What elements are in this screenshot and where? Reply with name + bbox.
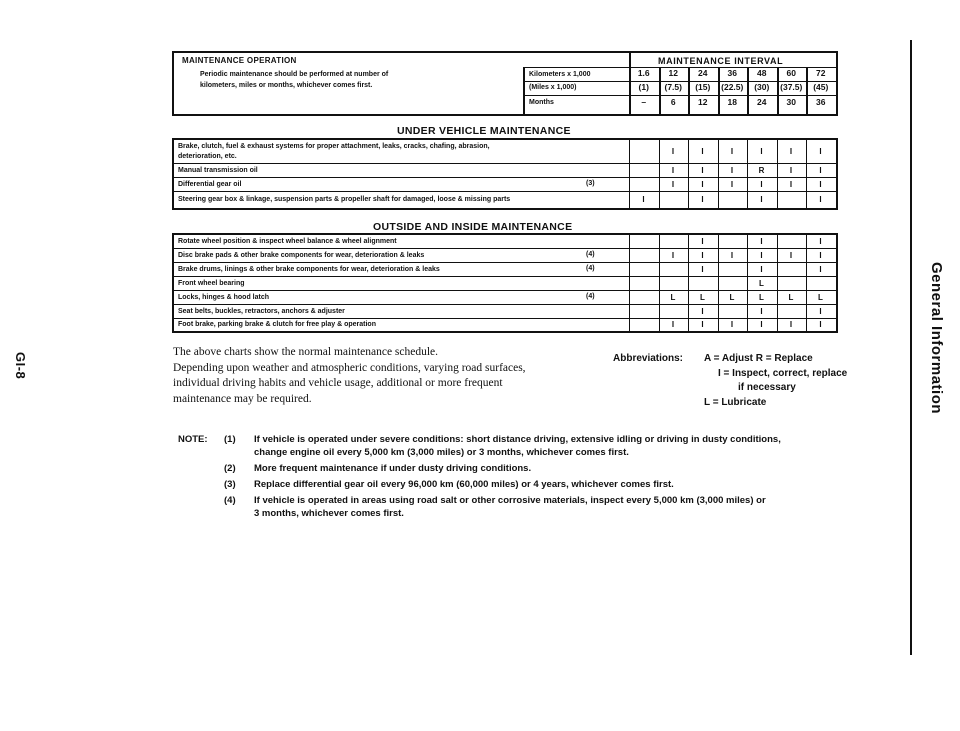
maintenance-interval-title: MAINTENANCE INTERVAL (658, 56, 784, 66)
interval-mark: I (701, 236, 704, 246)
row-label: Manual transmission oil (178, 167, 258, 174)
row-label: Steering gear box & linkage, suspension parts & propeller shaft for damaged, loose & missing parts (178, 196, 511, 203)
note-text: Replace differential gear oil every 96,000 km (60,000 miles) or 4 years, whichever comes first. (254, 479, 674, 490)
interval-mark: L (729, 292, 735, 302)
row-label: Brake drums, linings & other brake components for wear, deterioration & leaks (178, 266, 440, 273)
interval-miles-value: (37.5) (780, 82, 803, 92)
under-vehicle-table (172, 138, 838, 210)
interval-mark: I (789, 179, 793, 189)
interval-mark: I (701, 319, 704, 329)
interval-km-value: 60 (786, 68, 796, 78)
row-footnote-ref: (4) (586, 265, 595, 272)
note-number: (1) (224, 434, 236, 445)
interval-mark: I (819, 306, 822, 316)
schedule-paragraph (173, 345, 526, 407)
interval-mark: L (818, 292, 823, 302)
interval-km-value: 48 (757, 68, 767, 78)
interval-months-value: 6 (670, 97, 676, 107)
interval-mark: I (760, 264, 763, 274)
abbreviation-line: if necessary (738, 382, 796, 393)
interval-mark: I (671, 179, 675, 189)
interval-miles-value: (7.5) (664, 82, 682, 92)
table-row (174, 235, 836, 249)
interval-miles-value: (22.5) (721, 82, 744, 92)
interval-mark: I (789, 146, 793, 156)
interval-mark: I (701, 250, 704, 260)
interval-mark: I (671, 165, 675, 175)
interval-mark: L (759, 278, 764, 288)
abbreviations-label: Abbreviations: (613, 353, 684, 364)
row-label: Brake, clutch, fuel & exhaust systems for proper attachment, leaks, cracks, chafing, abrasion, (178, 143, 490, 150)
note-number: (3) (224, 479, 236, 490)
interval-months-value: 12 (698, 97, 708, 107)
interval-months-value: 24 (757, 97, 767, 107)
interval-mark: I (730, 165, 734, 175)
interval-km-value: 12 (668, 68, 678, 78)
row-label: Front wheel bearing (178, 280, 245, 287)
interval-mark: I (760, 306, 763, 316)
interval-miles-value: (45) (813, 82, 829, 92)
interval-mark: I (760, 179, 763, 189)
section-side-title: General Information (928, 262, 945, 415)
row-label: Rotate wheel position & inspect wheel balance & wheel alignment (178, 238, 397, 245)
outside-inside-title: OUTSIDE AND INSIDE MAINTENANCE (373, 221, 573, 233)
interval-mark: I (819, 319, 822, 329)
interval-mark: I (760, 194, 763, 204)
interval-mark: I (701, 194, 704, 204)
row-label: Locks, hinges & hood latch (178, 294, 270, 301)
interval-months-value: 18 (727, 97, 737, 107)
paragraph-line: Depending upon weather and atmospheric conditions, varying road surfaces, (173, 361, 526, 374)
interval-mark: I (819, 146, 822, 156)
interval-mark: I (730, 319, 734, 329)
interval-mark: I (819, 179, 822, 189)
note-text: More frequent maintenance if under dusty driving conditions. (254, 463, 532, 474)
paragraph-line: maintenance may be required. (173, 392, 312, 405)
interval-mark: I (760, 236, 763, 246)
interval-months-value: – (641, 97, 647, 107)
interval-mark: I (701, 306, 704, 316)
table-row (174, 305, 836, 319)
interval-mark: L (788, 292, 794, 302)
row-label-continued: deterioration, etc. (178, 153, 237, 160)
interval-km-value: 36 (727, 68, 737, 78)
table-row (174, 319, 836, 331)
outside-inside-table (172, 233, 838, 333)
interval-months-value: 30 (786, 97, 796, 107)
note-number: (2) (224, 463, 236, 474)
interval-column-line (836, 67, 838, 114)
note-text: change engine oil every 5,000 km (3,000 miles) or 3 months, whichever comes first. (254, 447, 629, 458)
interval-mark: I (819, 236, 822, 246)
interval-header-table (172, 51, 838, 116)
row-footnote-ref: (3) (586, 180, 595, 187)
miles-row-label: (Miles x 1,000) (529, 84, 577, 91)
note-text: If vehicle is operated under severe conditions: short distance driving, extensive idling or driving in dusty conditions, (254, 434, 781, 445)
interval-mark: I (642, 194, 645, 204)
table-row (174, 164, 836, 178)
interval-mark: I (760, 319, 763, 329)
interval-miles-value: (15) (695, 82, 711, 92)
row-footnote-ref: (4) (586, 293, 595, 300)
table-row (174, 192, 836, 208)
row-footnote-ref: (4) (586, 251, 595, 258)
interval-mark: I (789, 250, 793, 260)
row-label: Seat belts, buckles, retractors, anchors & adjuster (178, 308, 345, 315)
table-row (174, 178, 836, 192)
interval-mark: I (819, 264, 822, 274)
interval-mark: I (671, 250, 675, 260)
interval-mark: I (819, 194, 822, 204)
interval-mark: I (701, 146, 704, 156)
interval-km-value: 1.6 (637, 68, 650, 78)
abbreviations-list (704, 352, 847, 410)
maintenance-operation-title: MAINTENANCE OPERATION (182, 56, 297, 65)
interval-mark: I (760, 250, 763, 260)
interval-mark: I (760, 146, 763, 156)
note-text: 3 months, whichever comes first. (254, 508, 404, 519)
abbreviation-line: I = Inspect, correct, replace (718, 367, 848, 379)
months-row-label: Months (529, 99, 554, 106)
interval-km-value: 24 (698, 68, 708, 78)
interval-mark: L (670, 292, 676, 302)
interval-miles-value: (1) (638, 82, 649, 92)
interval-mark: I (671, 146, 675, 156)
table-row (174, 249, 836, 263)
interval-months-value: 36 (816, 97, 826, 107)
note-label: NOTE: (178, 434, 208, 445)
abbreviation-line: A = Adjust R = Replace (704, 353, 813, 364)
interval-mark: I (819, 250, 822, 260)
table-row (174, 291, 836, 305)
interval-mark: I (730, 250, 734, 260)
operation-description-line2: kilometers, miles or months, whichever comes first. (200, 82, 373, 89)
interval-mark: I (701, 264, 704, 274)
paragraph-line: The above charts show the normal maintenance schedule. (173, 346, 439, 358)
interval-mark: I (789, 165, 793, 175)
interval-mark: I (730, 146, 734, 156)
interval-mark: I (701, 165, 704, 175)
interval-miles-value: (30) (754, 82, 770, 92)
interval-mark: I (789, 319, 793, 329)
label-left-divider (523, 67, 525, 114)
page-number: GI-8 (13, 352, 28, 380)
interval-mark: L (759, 292, 764, 302)
row-label: Differential gear oil (178, 181, 242, 188)
note-number: (4) (224, 495, 236, 506)
table-row (174, 263, 836, 277)
interval-mark: I (671, 319, 675, 329)
table-row (174, 277, 836, 291)
interval-km-value: 72 (816, 68, 826, 78)
side-rule (910, 40, 912, 655)
note-text: If vehicle is operated in areas using road salt or other corrosive materials, inspect every 5,000 km (3,000 miles) or (254, 495, 766, 506)
interval-mark: R (758, 165, 765, 175)
interval-mark: I (819, 165, 822, 175)
operation-description-line1: Periodic maintenance should be performed at number of (200, 71, 389, 78)
interval-mark: L (700, 292, 705, 302)
abbreviation-line: L = Lubricate (704, 396, 767, 408)
km-row-label: Kilometers x 1,000 (529, 71, 591, 78)
paragraph-line: individual driving habits and vehicle usage, additional or more frequent (173, 377, 503, 389)
row-label: Foot brake, parking brake & clutch for free play & operation (178, 321, 376, 328)
table-row (174, 140, 836, 164)
under-vehicle-title: UNDER VEHICLE MAINTENANCE (397, 125, 571, 137)
label-top-line (523, 67, 629, 68)
interval-mark: I (730, 179, 734, 189)
miles-row-line (523, 95, 836, 96)
interval-mark: I (701, 179, 704, 189)
row-label: Disc brake pads & other brake components for wear, deterioration & leaks (178, 252, 425, 259)
